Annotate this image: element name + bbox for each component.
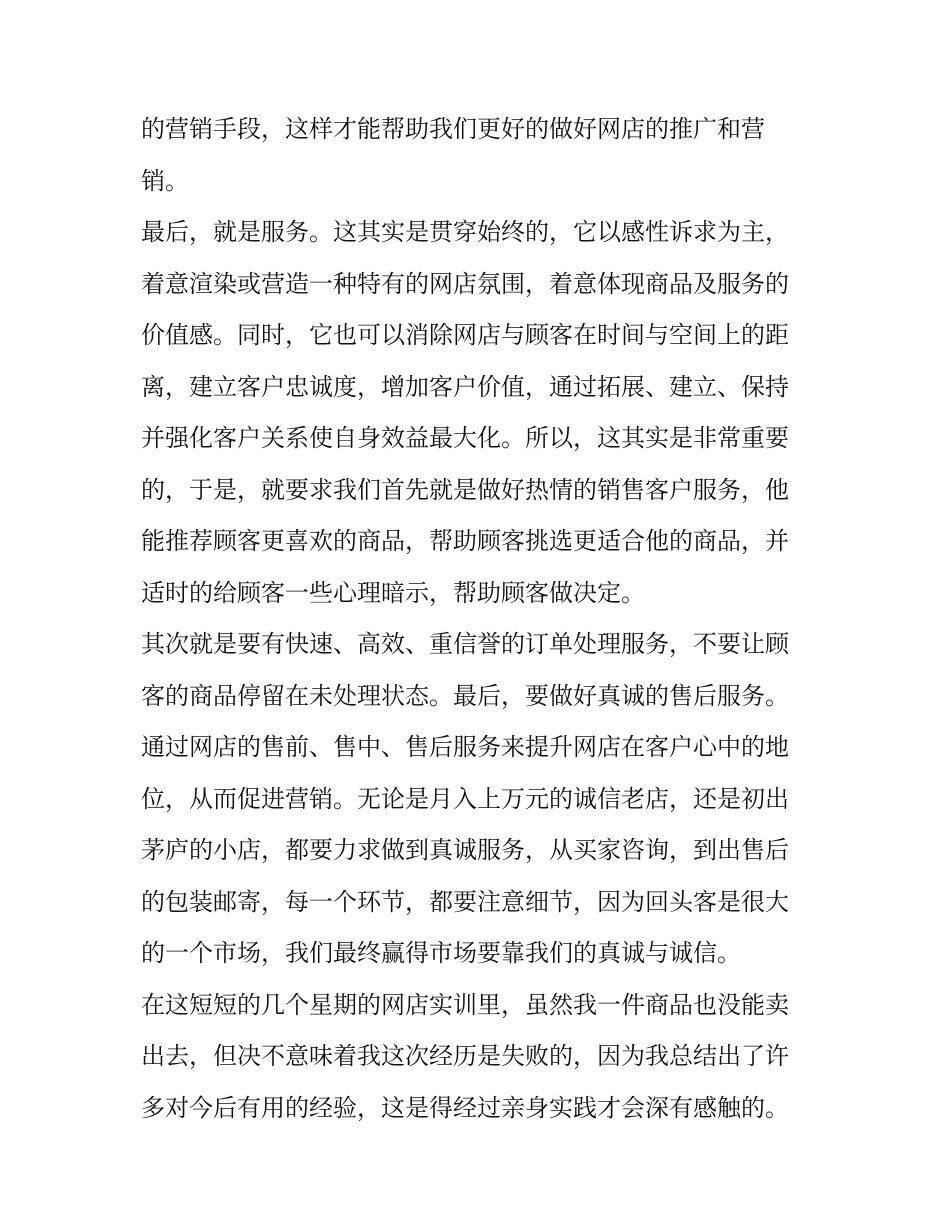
text-line-17: 的一个市场，我们最终赢得市场要靠我们的真诚与诚信。 bbox=[141, 939, 741, 967]
text-line-18: 在这短短的几个星期的网店实训里，虽然我一件商品也没能卖 bbox=[141, 990, 789, 1019]
text-line-16: 的包装邮寄，每一个环节，都要注意细节，因为回头客是很大 bbox=[141, 887, 789, 916]
text-line-1: 的营销手段，这样才能帮助我们更好的做好网店的推广和营 bbox=[141, 115, 765, 143]
text-line-5: 价值感。同时，它也可以消除网店与顾客在时间与空间上的距 bbox=[141, 321, 789, 349]
text-line-2: 销。 bbox=[141, 166, 189, 195]
text-line-12: 客的商品停留在未处理状态。最后，要做好真诚的售后服务。 bbox=[141, 681, 789, 710]
text-line-3: 最后，就是服务。这其实是贯穿始终的，它以感性诉求为主， bbox=[141, 218, 789, 246]
text-line-13: 通过网店的售前、售中、售后服务来提升网店在客户心中的地 bbox=[141, 733, 789, 761]
text-line-8: 的，于是，就要求我们首先就是做好热情的销售客户服务，他 bbox=[141, 475, 789, 504]
text-line-15: 茅庐的小店，都要力求做到真诚服务，从买家咨询，到出售后 bbox=[141, 836, 789, 864]
text-line-19: 出去，但决不意味着我这次经历是失败的，因为我总结出了许 bbox=[141, 1042, 789, 1070]
text-line-14: 位，从而促进营销。无论是月入上万元的诚信老店，还是初出 bbox=[141, 784, 789, 813]
document-body bbox=[141, 104, 821, 1134]
text-line-10: 适时的给顾客一些心理暗示，帮助顾客做决定。 bbox=[141, 578, 645, 607]
text-line-9: 能推荐顾客更喜欢的商品，帮助顾客挑选更适合他的商品，并 bbox=[141, 527, 789, 555]
text-line-11: 其次就是要有快速、高效、重信誉的订单处理服务，不要让顾 bbox=[141, 630, 789, 658]
text-line-4: 着意渲染或营造一种特有的网店氛围，着意体现商品及服务的 bbox=[141, 269, 789, 298]
text-line-6: 离，建立客户忠诚度，增加客户价值，通过拓展、建立、保持 bbox=[141, 372, 789, 401]
text-line-7: 并强化客户关系使自身效益最大化。所以，这其实是非常重要 bbox=[141, 424, 789, 452]
text-line-20: 多对今后有用的经验，这是得经过亲身实践才会深有感触的。 bbox=[141, 1093, 789, 1122]
